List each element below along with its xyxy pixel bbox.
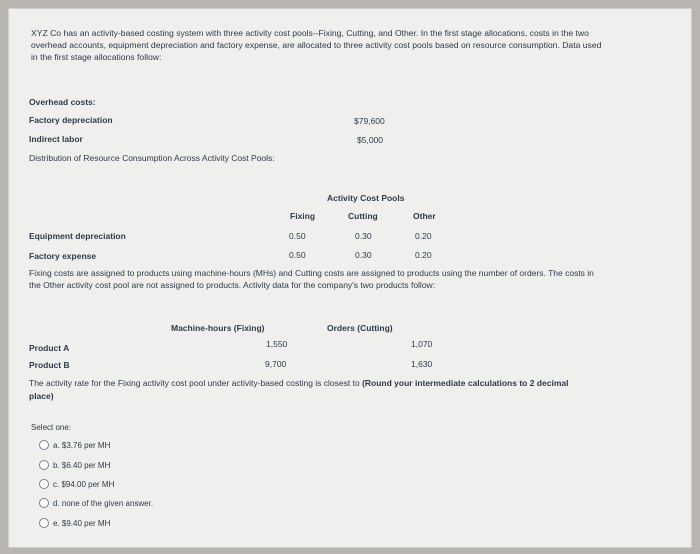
table-cell: 0.50 bbox=[289, 250, 306, 260]
intro-line: in the first stage allocations follow: bbox=[31, 52, 162, 62]
row-label: Product B bbox=[29, 360, 70, 370]
radio-button[interactable] bbox=[39, 479, 49, 489]
row-label: Factory expense bbox=[29, 251, 97, 261]
answer-option-b[interactable] bbox=[39, 460, 110, 470]
question-stem: The activity rate for the Fixing activity cost pool under activity-based costing is closest to bbox=[29, 378, 363, 388]
table-cell: 0.30 bbox=[355, 250, 372, 260]
distribution-title: Distribution of Resource Consumption Across Activity Cost Pools: bbox=[29, 153, 275, 163]
row-label: Product A bbox=[29, 343, 70, 353]
overhead-value: $79,600 bbox=[354, 116, 385, 126]
intro-line: overhead accounts, equipment depreciation and factory expense, are allocated to three activity cost pools based on resource consumption. Data used bbox=[31, 40, 602, 50]
table-cell: 1,630 bbox=[411, 359, 433, 369]
option-label: d. none of the given answer. bbox=[53, 498, 154, 508]
radio-button[interactable] bbox=[39, 460, 49, 470]
radio-button[interactable] bbox=[39, 518, 49, 528]
intro-line: XYZ Co has an activity-based costing system with three activity cost pools--Fixing, Cutting, and Other. In the first stage allocations, costs in the two bbox=[31, 28, 589, 38]
table-cell: 0.20 bbox=[415, 231, 432, 241]
table-cell: 0.20 bbox=[415, 250, 432, 260]
question-instruction: (Round your intermediate calculations to 2 decimal bbox=[362, 378, 569, 388]
question-card bbox=[8, 8, 692, 548]
column-header: Orders (Cutting) bbox=[327, 323, 393, 333]
question-instruction: place) bbox=[29, 391, 54, 401]
note-paragraph bbox=[29, 267, 594, 291]
column-header: Cutting bbox=[348, 211, 378, 221]
column-header: Fixing bbox=[290, 211, 316, 221]
note-line: the Other activity cost pool are not assigned to products. Activity data for the company's two products follow: bbox=[29, 280, 436, 290]
select-label: Select one: bbox=[31, 423, 72, 432]
radio-button[interactable] bbox=[39, 498, 49, 508]
answer-option-a[interactable] bbox=[39, 440, 110, 450]
note-line: Fixing costs are assigned to products using machine-hours (MHs) and Cutting costs are assigned to products using the number of orders. The costs in bbox=[29, 268, 594, 278]
table-cell: 1,550 bbox=[266, 339, 288, 349]
option-label: c. $94.00 per MH bbox=[53, 479, 115, 489]
option-label: e. $9.40 per MH bbox=[53, 518, 111, 528]
option-label: a. $3.76 per MH bbox=[53, 440, 111, 450]
question-text bbox=[29, 377, 568, 403]
table-group-header: Activity Cost Pools bbox=[327, 193, 405, 203]
overhead-label: Factory depreciation bbox=[29, 115, 113, 125]
answer-option-c[interactable] bbox=[39, 479, 114, 489]
table-cell: 0.30 bbox=[355, 231, 372, 241]
overhead-heading: Overhead costs: bbox=[29, 97, 96, 107]
column-header: Machine-hours (Fixing) bbox=[171, 323, 265, 333]
option-label: b. $6.40 per MH bbox=[53, 460, 111, 470]
answer-option-e[interactable] bbox=[39, 518, 110, 528]
overhead-label: Indirect labor bbox=[29, 134, 83, 144]
row-label: Equipment depreciation bbox=[29, 231, 126, 241]
table-cell: 0.50 bbox=[289, 231, 306, 241]
column-header: Other bbox=[413, 211, 436, 221]
table-cell: 9,700 bbox=[265, 359, 287, 369]
answer-option-d[interactable] bbox=[39, 498, 153, 508]
intro-paragraph bbox=[31, 27, 671, 63]
overhead-value: $5,000 bbox=[357, 135, 383, 145]
radio-button[interactable] bbox=[39, 440, 49, 450]
table-cell: 1,070 bbox=[411, 339, 433, 349]
